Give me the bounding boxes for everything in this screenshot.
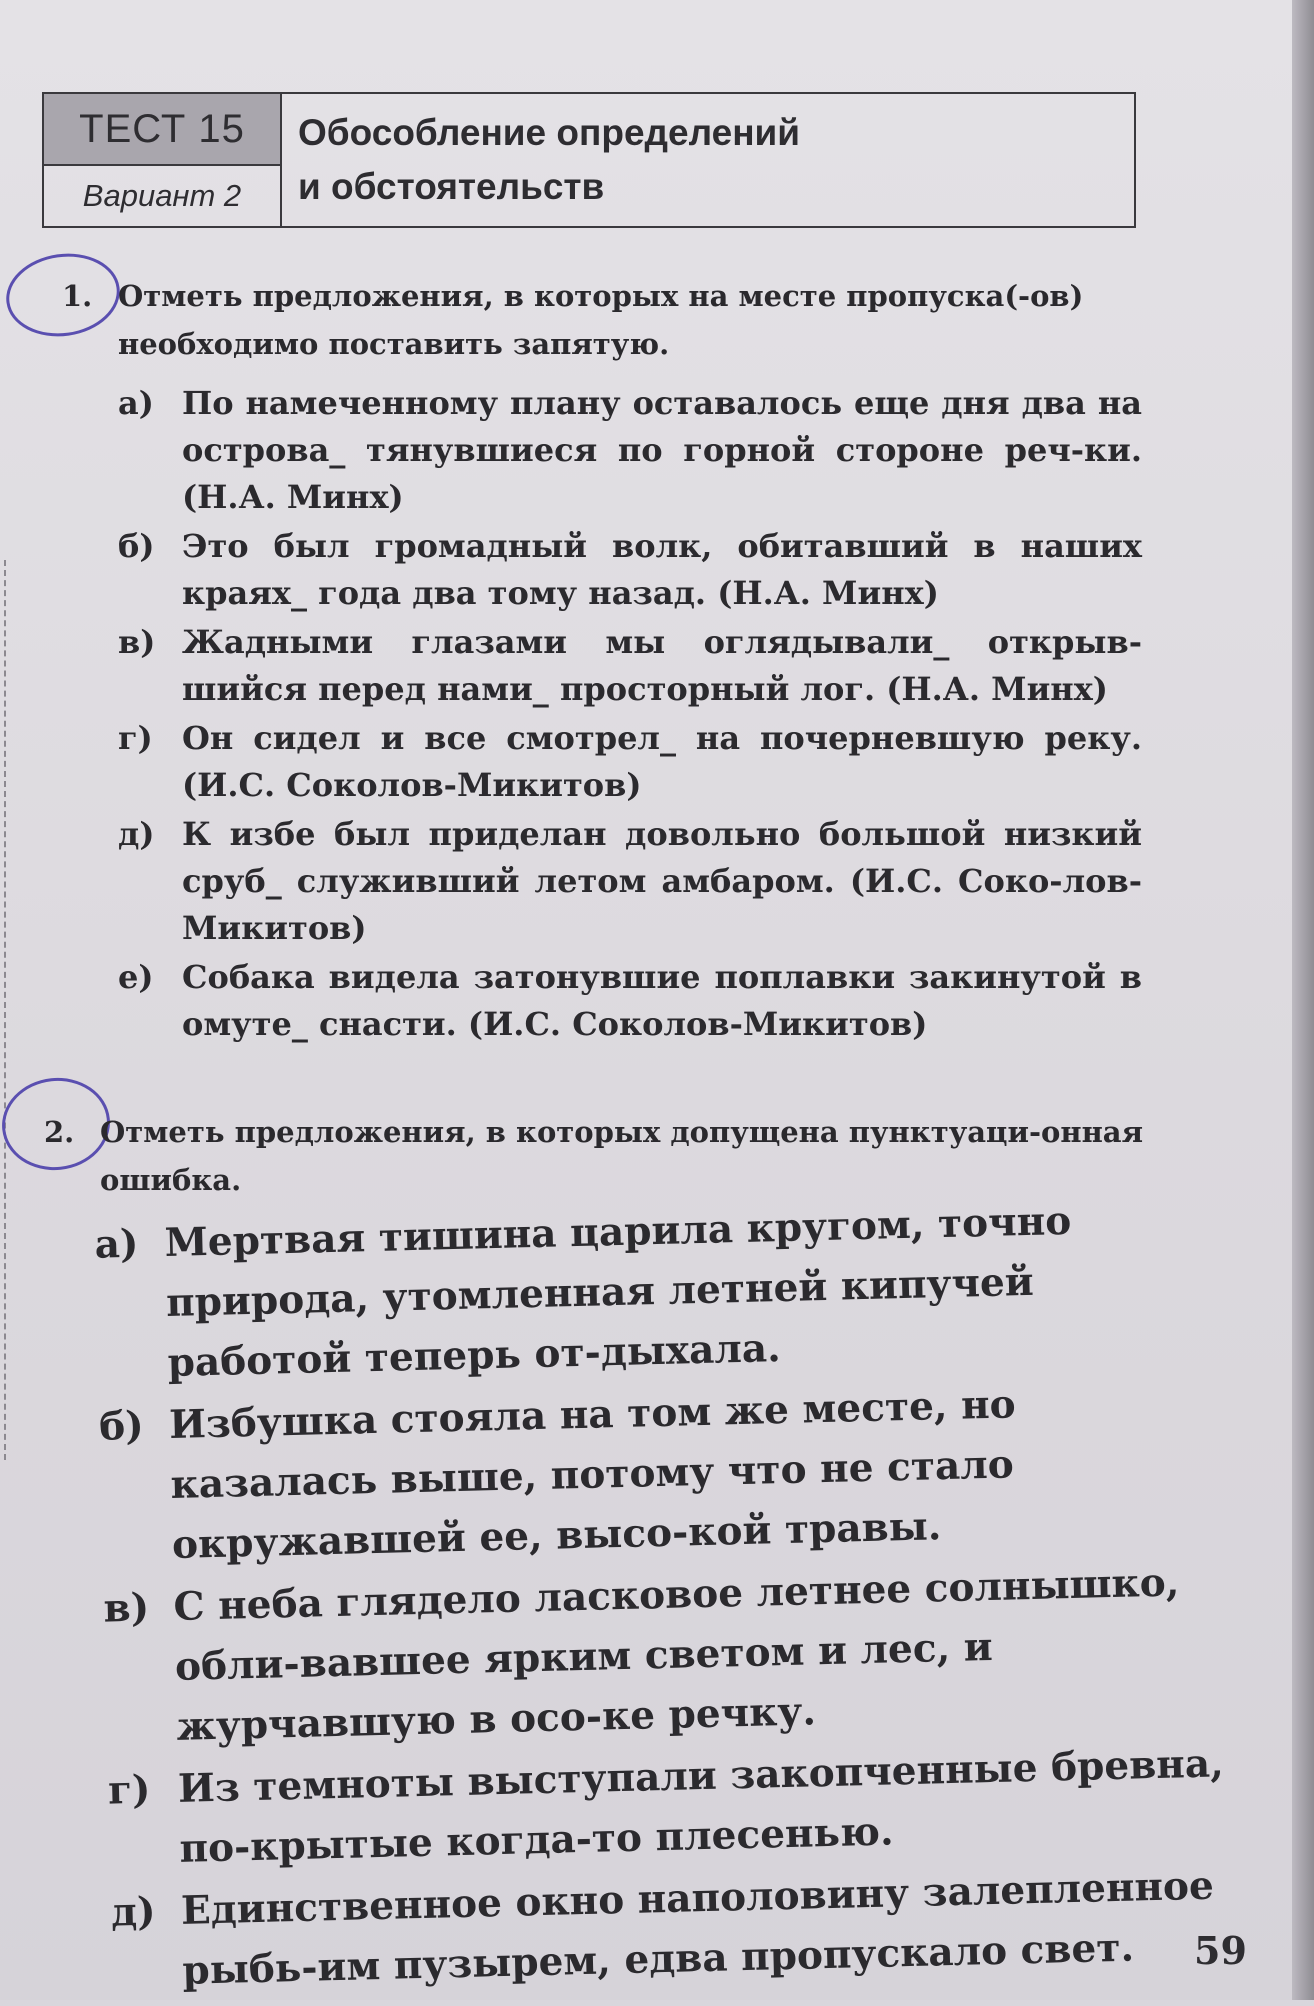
- answer-letter: б): [98, 1402, 145, 1450]
- answer-text: К избе был приделан довольно большой низкий сруб_ служивший летом амбаром. (И.С. Соко-лов-Микитов): [182, 815, 1142, 947]
- variant-label: Вариант 2: [82, 178, 242, 213]
- answer-list: [62, 380, 1142, 1048]
- answer-letter: г): [118, 719, 153, 757]
- answer-text: Избушка стояла на том же месте, но казалась выше, потому что не стало окружавшей ее, высо-кой травы.: [168, 1381, 1017, 1568]
- answer-option[interactable]: [62, 619, 1142, 713]
- answer-option[interactable]: [48, 1369, 1232, 1578]
- answer-letter: д): [110, 1888, 157, 1936]
- answer-text: Жадными глазами мы оглядывали_ открыв-шийся перед нами_ просторный лог. (Н.А. Минх): [182, 623, 1142, 708]
- question-number: 2.: [44, 1115, 75, 1149]
- test-title-line1: Обособление определений: [298, 112, 801, 153]
- answer-option[interactable]: [62, 523, 1142, 617]
- answer-letter: в): [118, 623, 156, 661]
- question-number: 1.: [62, 279, 93, 313]
- answer-text: Из темноты выступали закопченные бревна, по-крытые когда-то плесенью.: [177, 1740, 1225, 1872]
- answer-text: С неба глядело ласковое летнее солнышко, обли-вавшее ярким светом и лес, и журчавшую в осо-ке речку.: [173, 1559, 1180, 1750]
- question-1: [62, 272, 1142, 1050]
- answer-option[interactable]: [62, 715, 1142, 809]
- question-2: [44, 1108, 1224, 2006]
- answer-text: Единственное окно наполовину залепленное рыбь-им пузырем, едва пропускало свет.: [180, 1862, 1215, 1994]
- answer-text: Это был громадный волк, обитавший в наших краях_ года два тому назад. (Н.А. Минх): [182, 527, 1142, 612]
- test-label: ТЕСТ 15: [44, 94, 280, 166]
- test-title: [282, 94, 1134, 226]
- answer-text: Мертвая тишина царила кругом, точно природа, утомленная летней кипучей работой теперь от-дыхала.: [164, 1197, 1072, 1387]
- answer-letter: в): [103, 1584, 150, 1632]
- answer-letter: г): [107, 1766, 151, 1814]
- answer-list: [44, 1187, 1243, 2004]
- question-text: Отметь предложения, в которых допущена пунктуаци-онная ошибка.: [100, 1115, 1144, 1197]
- answer-text: По намеченному плану оставалось еще дня два на острова_ тянувшиеся по горной стороне реч-ки. (Н.А. Минх): [182, 384, 1142, 516]
- question-text: Отметь предложения, в которых на месте пропуска(-ов) необходимо поставить запятую.: [118, 279, 1084, 361]
- answer-letter: е): [118, 958, 154, 996]
- test-title-line2: и обстоятельств: [298, 166, 605, 207]
- answer-option[interactable]: [62, 954, 1142, 1048]
- answer-option[interactable]: [62, 380, 1142, 521]
- page-edge: [1292, 0, 1314, 2000]
- answer-text: Собака видела затонувшие поплавки закинутой в омуте_ снасти. (И.С. Соколов-Микитов): [182, 958, 1142, 1043]
- question-title: [44, 1108, 1224, 1204]
- test-header-left: [44, 94, 282, 226]
- answer-text: Он сидел и все смотрел_ на почерневшую реку. (И.С. Соколов-Микитов): [182, 719, 1142, 804]
- answer-option[interactable]: [53, 1551, 1237, 1760]
- answer-letter: б): [118, 527, 155, 565]
- test-header: [42, 92, 1136, 228]
- answer-letter: д): [118, 815, 155, 853]
- answer-letter: а): [118, 384, 154, 422]
- binding-line: [4, 560, 6, 1460]
- page-number: 59: [1194, 1928, 1247, 1973]
- question-title: [62, 272, 1142, 368]
- answer-option[interactable]: [44, 1187, 1228, 1396]
- answer-option[interactable]: [62, 811, 1142, 952]
- answer-letter: а): [94, 1220, 140, 1268]
